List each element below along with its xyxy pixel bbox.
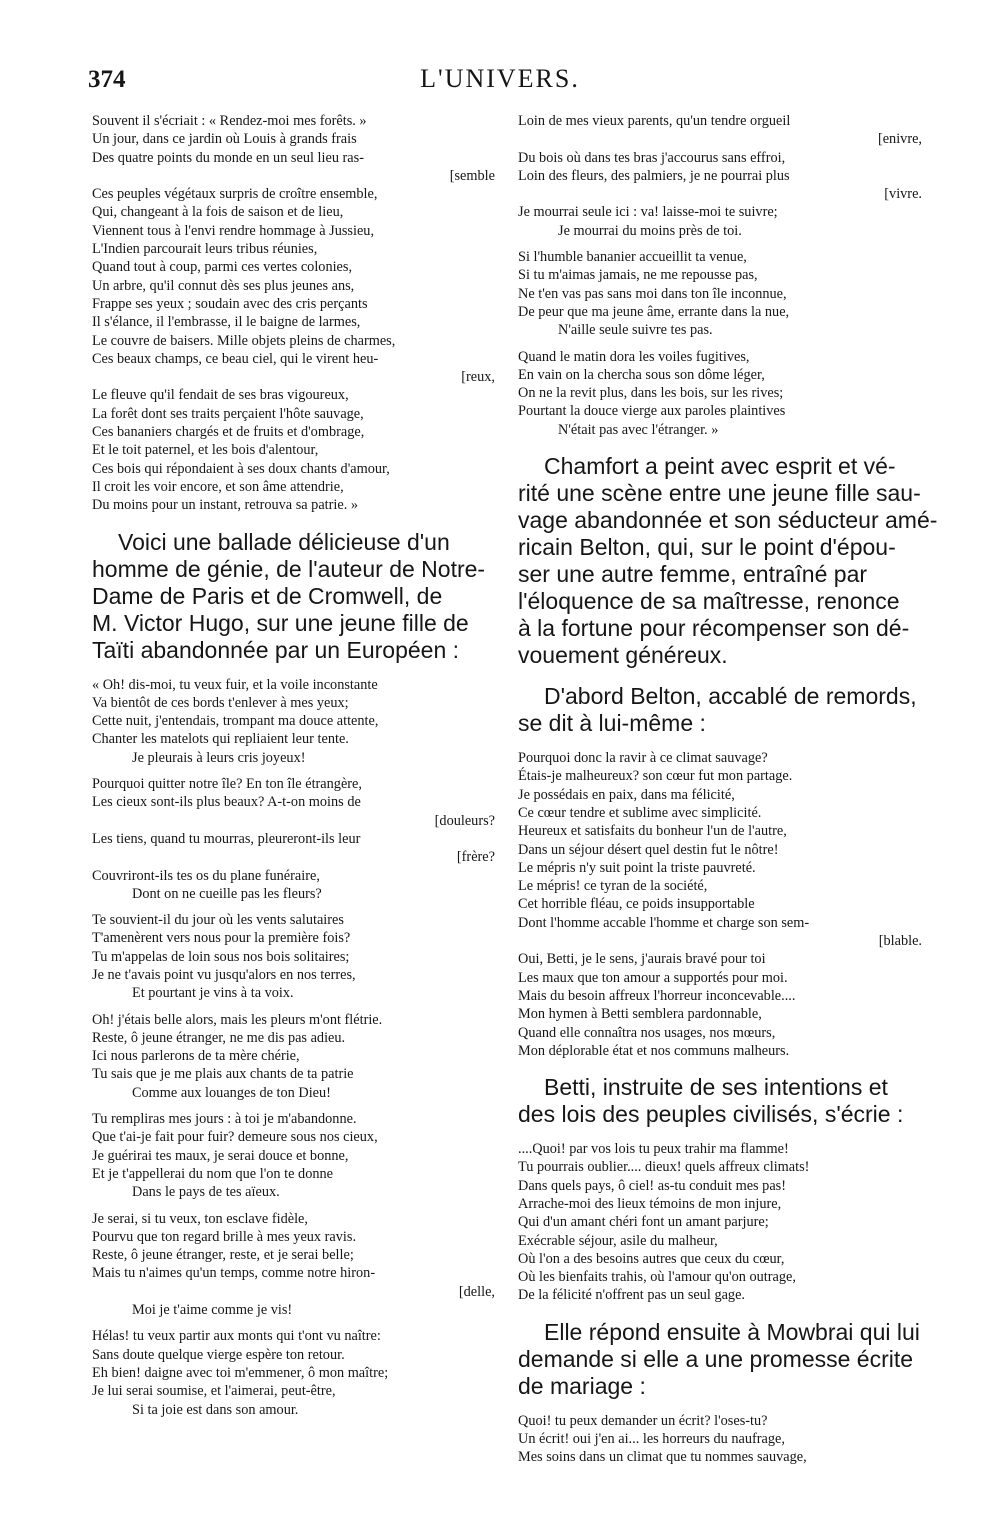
verse-line: Moi je t'aime comme je vis! [132, 1302, 293, 1319]
prose-line: demande si elle a une promesse écrite [518, 1345, 914, 1372]
verse-line: L'Indien parcourait leurs tribus réunies, [92, 241, 318, 258]
verse-line: La forêt dont ses traits perçaient l'hôte sauvage, [92, 405, 364, 422]
verse-line-continuation: [frère? [456, 849, 495, 866]
verse-line: Quand tout à coup, parmi ces vertes colonies, [92, 259, 353, 276]
prose-line: vage abandonnée et son séducteur amé- [518, 507, 938, 534]
verse-line: Sans doute quelque vierge espère ton retour. [92, 1346, 345, 1363]
verse-line: Dont l'homme accable l'homme et charge son sem- [518, 914, 810, 931]
verse-line-continuation: [blable. [878, 933, 922, 950]
verse-line: Heureux et satisfaits du bonheur l'un de l'autre, [518, 823, 787, 840]
verse-line: Pourvu que ton regard brille à mes yeux ravis. [92, 1228, 357, 1245]
prose-line: l'éloquence de sa maîtresse, renonce [518, 588, 900, 615]
verse-line: Du bois où dans tes bras j'accourus sans effroi, [518, 149, 786, 166]
verse-line: Exécrable séjour, asile du malheur, [518, 1232, 718, 1249]
prose-paragraph [518, 1319, 922, 1400]
verse-line: En vain on la chercha sous son dôme léger, [518, 366, 765, 383]
verse-line: Cet horrible fléau, ce poids insupportable [518, 896, 755, 913]
prose-line: se dit à lui-même : [518, 710, 706, 737]
verse-block [518, 1140, 922, 1305]
verse-line: Tu rempliras mes jours : à toi je m'abandonne. [92, 1111, 357, 1128]
verse-line: Oh! j'étais belle alors, mais les pleurs m'ont flétrie. [92, 1011, 383, 1028]
verse-line: Dans un séjour désert quel destin fut le nôtre! [518, 841, 779, 858]
verse-line: Du moins pour un instant, retrouva sa patrie. » [92, 497, 359, 514]
prose-line: vouement généreux. [518, 642, 728, 669]
stanza-break [92, 903, 495, 911]
prose-paragraph [92, 529, 495, 664]
verse-line: Mes soins dans un climat que tu nommes sauvage, [518, 1449, 807, 1466]
prose-line: de mariage : [518, 1372, 646, 1399]
verse-line: Pourquoi quitter notre île? En ton île étrangère, [92, 776, 362, 793]
verse-line: Un arbre, qu'il connut dès ses plus jeunes ans, [92, 277, 355, 294]
verse-line: Qui, changeant à la fois de saison et de lieu, [92, 204, 344, 221]
verse-line: Un écrit! oui j'en ai... les horreurs du naufrage, [518, 1431, 785, 1448]
verse-line: Mon déplorable état et nos communs malheurs. [518, 1042, 790, 1059]
verse-line: N'était pas avec l'étranger. » [558, 421, 719, 438]
stanza-break [92, 767, 495, 775]
verse-line: Je serai, si tu veux, ton esclave fidèle, [92, 1210, 308, 1227]
stanza-break [518, 340, 922, 348]
verse-line: Les cieux sont-ils plus beaux? A-t-on moins de [92, 794, 361, 811]
page-header [0, 62, 1000, 102]
verse-line: De la félicité n'offrent pas un seul gage. [518, 1287, 746, 1304]
left-column [92, 112, 495, 1419]
verse-line: Dont on ne cueille pas les fleurs? [132, 885, 322, 902]
prose-line: ser une autre femme, entraîné par [518, 561, 868, 588]
verse-line: Je guérirai tes maux, je serai douce et bonne, [92, 1147, 349, 1164]
verse-line: Frappe ses yeux ; soudain avec des cris perçants [92, 295, 368, 312]
verse-line: Pourquoi donc la ravir à ce climat sauvage? [518, 750, 768, 767]
verse-line: Ces beaux champs, ce beau ciel, qui le virent heu- [92, 350, 379, 367]
verse-line: Hélas! tu veux partir aux monts qui t'ont vu naître: [92, 1328, 381, 1345]
prose-line: homme de génie, de l'auteur de Notre- [92, 555, 486, 582]
verse-line: T'amenèrent vers nous pour la première fois? [92, 930, 351, 947]
verse-line: ....Quoi! par vos lois tu peux trahir ma flamme! [518, 1141, 789, 1158]
verse-line: Je ne t'avais point vu jusqu'alors en nos terres, [92, 966, 356, 983]
verse-line: Le mépris n'y suit point la triste pauvreté. [518, 859, 756, 876]
stanza-break [92, 1003, 495, 1011]
verse-line: Va bientôt de ces bords t'enlever à mes yeux; [92, 694, 349, 711]
verse-line: Je mourrai du moins près de toi. [558, 222, 742, 239]
verse-line: Étais-je malheureux? son cœur fut mon partage. [518, 768, 793, 785]
verse-line: Ce cœur tendre et sublime avec simplicité. [518, 804, 762, 821]
verse-block [518, 1412, 922, 1467]
verse-line: Oui, Betti, je le sens, j'aurais bravé pour toi [518, 951, 766, 968]
verse-line: Te souvient-il du jour où les vents salutaires [92, 912, 344, 929]
verse-line: Des quatre points du monde en un seul lieu ras- [92, 149, 364, 166]
verse-line: Si ta joie est dans son amour. [132, 1401, 299, 1418]
stanza-break [92, 1102, 495, 1110]
verse-line: Ici nous parlerons de ta mère chérie, [92, 1048, 300, 1065]
verse-line: Si tu m'aimas jamais, ne me repousse pas, [518, 267, 758, 284]
prose-line: ricain Belton, qui, sur le point d'épou- [518, 534, 896, 561]
verse-block [92, 112, 495, 515]
verse-line: Et pourtant je vins à ta voix. [132, 985, 294, 1002]
verse-line: Si l'humble bananier accueillit ta venue, [518, 249, 747, 266]
verse-line: On ne la revit plus, dans les bois, sur les rives; [518, 385, 784, 402]
verse-line: Comme aux louanges de ton Dieu! [132, 1084, 331, 1101]
verse-line: Et je t'appellerai du nom que l'on te donne [92, 1165, 333, 1182]
verse-line: Où l'on a des besoins autres que ceux du cœur, [518, 1250, 785, 1267]
prose-line: M. Victor Hugo, sur une jeune fille de [92, 609, 469, 636]
verse-line: Il croit les voir encore, et son âme attendrie, [92, 478, 344, 495]
verse-line: Reste, ô jeune étranger, ne me dis pas adieu. [92, 1029, 346, 1046]
verse-block [518, 749, 922, 1060]
verse-line: Mais du besoin affreux l'horreur inconcevable.... [518, 987, 796, 1004]
verse-line: Reste, ô jeune étranger, reste, et je serai belle; [92, 1247, 354, 1264]
verse-line: Le mépris! ce tyran de la société, [518, 878, 708, 895]
running-title: L'UNIVERS. [420, 64, 580, 93]
prose-paragraph [518, 683, 922, 737]
prose-line: Betti, instruite de ses intentions et [544, 1074, 888, 1101]
verse-line: Ces bananiers chargés et de fruits et d'ombrage, [92, 424, 365, 441]
verse-line: Un jour, dans ce jardin où Louis à grands frais [92, 131, 357, 148]
verse-line: Dans quels pays, ô ciel! as-tu conduit mes pas! [518, 1177, 787, 1194]
verse-line: Cette nuit, j'entendais, trompant ma douce attente, [92, 713, 379, 730]
verse-line: Chanter les matelots qui repliaient leur tente. [92, 731, 349, 748]
verse-line-continuation: [delle, [458, 1283, 495, 1300]
verse-line: Pourtant la douce vierge aux paroles plaintives [518, 403, 786, 420]
prose-paragraph [518, 453, 938, 669]
verse-line: Ne t'en vas pas sans moi dans ton île inconnue, [518, 285, 787, 302]
verse-line: Et le toit paternel, et les bois d'alentour, [92, 442, 319, 459]
verse-line: Arrache-moi des lieux témoins de mon injure, [518, 1195, 782, 1212]
verse-line: Quand le matin dora les voiles fugitives, [518, 348, 750, 365]
verse-line: Tu sais que je me plais aux chants de ta patrie [92, 1066, 354, 1083]
prose-line: Dame de Paris et de Cromwell, de [92, 582, 443, 609]
verse-line: Le fleuve qu'il fendait de ses bras vigoureux, [92, 387, 349, 404]
prose-line: à la fortune pour récompenser son dé- [518, 615, 910, 642]
verse-line: Loin des fleurs, des palmiers, je ne pourrai plus [518, 167, 790, 184]
prose-line: Chamfort a peint avec esprit et vé- [544, 453, 896, 480]
verse-line: Ces bois qui répondaient à ses doux chants d'amour, [92, 460, 390, 477]
verse-line: De peur que ma jeune âme, errante dans la nue, [518, 303, 790, 320]
verse-line: Les maux que ton amour a supportés pour moi. [518, 969, 788, 986]
verse-line: Je lui serai soumise, et l'aimerai, peut-être, [92, 1383, 336, 1400]
stanza-break [92, 1319, 495, 1327]
verse-line: Souvent il s'écriait : « Rendez-moi mes forêts. » [92, 113, 367, 129]
verse-line-continuation: [reux, [461, 369, 495, 386]
verse-line: Tu m'appelas de loin sous nos bois solitaires; [92, 948, 350, 965]
prose-line: Elle répond ensuite à Mowbrai qui lui [544, 1318, 920, 1345]
verse-line: Le couvre de baisers. Mille objets pleins de charmes, [92, 332, 396, 349]
verse-line: Viennent tous à l'envi rendre hommage à Jussieu, [92, 222, 375, 239]
page-number: 374 [88, 66, 126, 93]
verse-line: N'aille seule suivre tes pas. [558, 322, 713, 339]
stanza-break [518, 240, 922, 248]
verse-line: Les tiens, quand tu mourras, pleureront-ils leur [92, 830, 361, 847]
prose-line: des lois des peuples civilisés, s'écrie : [518, 1101, 904, 1128]
verse-line: Mais tu n'aimes qu'un temps, comme notre hiron- [92, 1265, 376, 1282]
verse-line: Mon hymen à Betti semblera pardonnable, [518, 1006, 762, 1023]
verse-line: Où les bienfaits trahis, où l'amour qu'on outrage, [518, 1269, 796, 1286]
verse-line-continuation: [douleurs? [434, 812, 495, 829]
verse-line-continuation: [vivre. [884, 186, 922, 203]
prose-line: rité une scène entre une jeune fille sau- [518, 480, 921, 507]
verse-line: Tu pourrais oublier.... dieux! quels affreux climats! [518, 1159, 810, 1176]
verse-line: « Oh! dis-moi, tu veux fuir, et la voile inconstante [92, 676, 378, 693]
verse-line: Quoi! tu peux demander un écrit? l'oses-tu? [518, 1412, 768, 1429]
prose-line: Voici une ballade délicieuse d'un [118, 528, 450, 555]
prose-line: Taïti abandonnée par un Européen : [92, 636, 460, 663]
verse-line: Il s'élance, il l'embrasse, il le baigne de larmes, [92, 314, 361, 331]
verse-line: Ces peuples végétaux surpris de croître ensemble, [92, 186, 378, 203]
verse-line-continuation: [enivre, [877, 131, 922, 148]
verse-line: Je possédais en paix, dans ma félicité, [518, 786, 735, 803]
verse-line: Je pleurais à leurs cris joyeux! [132, 749, 306, 766]
verse-line-continuation: [semble [449, 167, 495, 184]
verse-line: Loin de mes vieux parents, qu'un tendre orgueil [518, 113, 791, 129]
verse-line: Couvriront-ils tes os du plane funéraire, [92, 867, 320, 884]
verse-line: Quand elle connaîtra nos usages, nos mœurs, [518, 1024, 776, 1041]
prose-line: D'abord Belton, accablé de remords, [544, 683, 917, 710]
verse-line: Je mourrai seule ici : va! laisse-moi te suivre; [518, 204, 778, 221]
verse-block [518, 112, 922, 439]
right-column [518, 112, 938, 1467]
stanza-break [92, 1202, 495, 1210]
prose-paragraph [518, 1074, 922, 1128]
verse-line: Que t'ai-je fait pour fuir? demeure sous nos cieux, [92, 1129, 378, 1146]
verse-line: Qui d'un amant chéri font un amant parjure; [518, 1214, 769, 1231]
verse-line: Eh bien! daigne avec toi m'emmener, ô mon maître; [92, 1364, 389, 1381]
verse-block [92, 676, 495, 1419]
verse-line: Dans le pays de tes aïeux. [132, 1184, 280, 1201]
